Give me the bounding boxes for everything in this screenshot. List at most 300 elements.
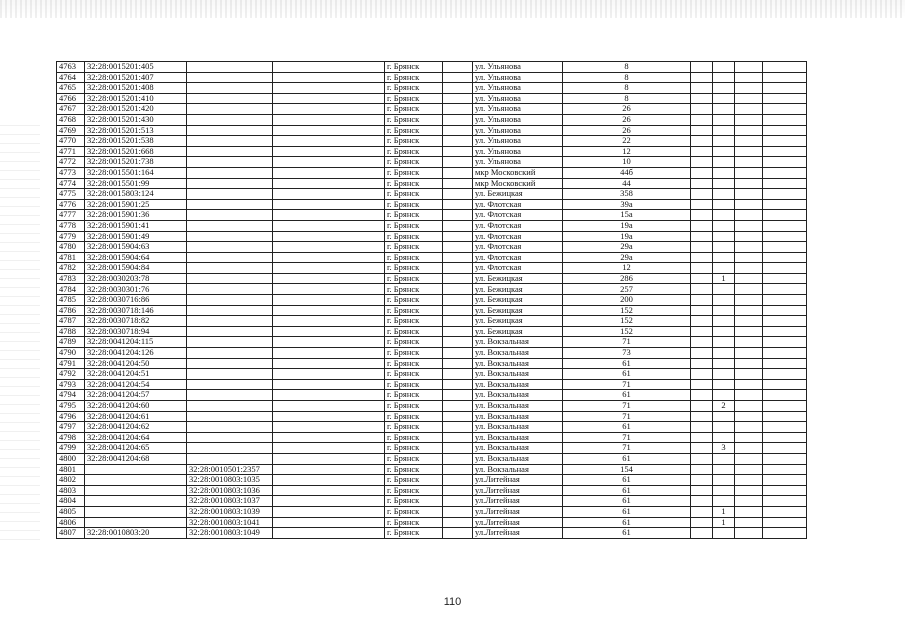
- empty-cell: [273, 464, 385, 475]
- empty-cell: [273, 422, 385, 433]
- cadastral-number: 32:28:0041204:65: [85, 443, 187, 454]
- empty-cell: [691, 284, 713, 295]
- cadastral-number: [85, 506, 187, 517]
- new-cadastral-number: [187, 305, 273, 316]
- house-number: 152: [563, 316, 691, 327]
- cadastral-number: 32:28:0041204:126: [85, 348, 187, 359]
- street-cell: ул. Ульянова: [473, 125, 563, 136]
- empty-cell: [273, 157, 385, 168]
- empty-cell: [691, 62, 713, 73]
- empty-cell: [735, 104, 763, 115]
- empty-cell: [735, 273, 763, 284]
- scan-noise-top: [0, 0, 905, 18]
- extra-cell: [713, 157, 735, 168]
- table-row: [57, 125, 807, 136]
- city-cell: г. Брянск: [385, 464, 443, 475]
- table-row: [57, 189, 807, 200]
- row-number: 4779: [57, 231, 85, 242]
- row-number: 4801: [57, 464, 85, 475]
- row-number: 4789: [57, 337, 85, 348]
- empty-cell: [443, 506, 473, 517]
- extra-cell: [713, 316, 735, 327]
- empty-cell: [273, 496, 385, 507]
- row-number: 4771: [57, 146, 85, 157]
- house-number: 8: [563, 62, 691, 73]
- empty-cell: [273, 231, 385, 242]
- city-cell: г. Брянск: [385, 125, 443, 136]
- empty-cell: [273, 337, 385, 348]
- extra-cell: [713, 189, 735, 200]
- house-number: 152: [563, 305, 691, 316]
- house-number: 19а: [563, 220, 691, 231]
- empty-cell: [691, 157, 713, 168]
- city-cell: г. Брянск: [385, 485, 443, 496]
- cadastral-number: 32:28:0015901:36: [85, 210, 187, 221]
- house-number: 29а: [563, 252, 691, 263]
- street-cell: ул.Литейная: [473, 517, 563, 528]
- empty-cell: [763, 305, 807, 316]
- empty-cell: [735, 485, 763, 496]
- empty-cell: [273, 348, 385, 359]
- street-cell: ул. Бежицкая: [473, 284, 563, 295]
- row-number: 4804: [57, 496, 85, 507]
- empty-cell: [273, 104, 385, 115]
- street-cell: ул. Вокзальная: [473, 432, 563, 443]
- city-cell: г. Брянск: [385, 348, 443, 359]
- empty-cell: [443, 432, 473, 443]
- empty-cell: [273, 295, 385, 306]
- empty-cell: [763, 432, 807, 443]
- table-row: [57, 496, 807, 507]
- new-cadastral-number: [187, 443, 273, 454]
- street-cell: ул. Ульянова: [473, 83, 563, 94]
- table-row: [57, 146, 807, 157]
- house-number: 61: [563, 475, 691, 486]
- empty-cell: [763, 252, 807, 263]
- empty-cell: [443, 496, 473, 507]
- empty-cell: [691, 295, 713, 306]
- house-number: 26: [563, 104, 691, 115]
- house-number: 8: [563, 83, 691, 94]
- empty-cell: [735, 167, 763, 178]
- new-cadastral-number: [187, 104, 273, 115]
- street-cell: ул.Литейная: [473, 485, 563, 496]
- empty-cell: [443, 62, 473, 73]
- house-number: 61: [563, 528, 691, 539]
- empty-cell: [273, 390, 385, 401]
- new-cadastral-number: [187, 411, 273, 422]
- cadastral-number: 32:28:0041204:50: [85, 358, 187, 369]
- new-cadastral-number: [187, 453, 273, 464]
- empty-cell: [691, 178, 713, 189]
- empty-cell: [273, 506, 385, 517]
- extra-cell: [713, 432, 735, 443]
- empty-cell: [691, 231, 713, 242]
- empty-cell: [691, 358, 713, 369]
- cadastral-number: 32:28:0015201:538: [85, 136, 187, 147]
- extra-cell: [713, 369, 735, 380]
- empty-cell: [273, 146, 385, 157]
- empty-cell: [443, 517, 473, 528]
- new-cadastral-number: [187, 136, 273, 147]
- city-cell: г. Брянск: [385, 390, 443, 401]
- cadastral-number: 32:28:0041204:57: [85, 390, 187, 401]
- row-number: 4772: [57, 157, 85, 168]
- empty-cell: [443, 263, 473, 274]
- house-number: 71: [563, 432, 691, 443]
- new-cadastral-number: 32:28:0010803:1041: [187, 517, 273, 528]
- empty-cell: [443, 157, 473, 168]
- city-cell: г. Брянск: [385, 496, 443, 507]
- cadastral-number: 32:28:0030718:82: [85, 316, 187, 327]
- empty-cell: [735, 114, 763, 125]
- house-number: 61: [563, 496, 691, 507]
- empty-cell: [735, 263, 763, 274]
- empty-cell: [691, 390, 713, 401]
- empty-cell: [763, 475, 807, 486]
- empty-cell: [735, 93, 763, 104]
- street-cell: ул. Флотская: [473, 220, 563, 231]
- house-number: 61: [563, 453, 691, 464]
- row-number: 4769: [57, 125, 85, 136]
- cadastral-number: 32:28:0015201:513: [85, 125, 187, 136]
- empty-cell: [763, 210, 807, 221]
- empty-cell: [691, 422, 713, 433]
- empty-cell: [763, 136, 807, 147]
- extra-cell: [713, 125, 735, 136]
- registry-table: [56, 61, 807, 539]
- new-cadastral-number: 32:28:0010501:2357: [187, 464, 273, 475]
- row-number: 4775: [57, 189, 85, 200]
- house-number: 154: [563, 464, 691, 475]
- empty-cell: [273, 210, 385, 221]
- empty-cell: [273, 83, 385, 94]
- empty-cell: [735, 464, 763, 475]
- table-row: [57, 252, 807, 263]
- empty-cell: [763, 464, 807, 475]
- city-cell: г. Брянск: [385, 114, 443, 125]
- empty-cell: [443, 316, 473, 327]
- street-cell: ул. Вокзальная: [473, 358, 563, 369]
- house-number: 10: [563, 157, 691, 168]
- empty-cell: [763, 506, 807, 517]
- street-cell: ул. Вокзальная: [473, 453, 563, 464]
- empty-cell: [691, 72, 713, 83]
- street-cell: ул. Ульянова: [473, 146, 563, 157]
- empty-cell: [763, 326, 807, 337]
- table-row: [57, 475, 807, 486]
- table-row: [57, 379, 807, 390]
- extra-cell: [713, 496, 735, 507]
- empty-cell: [763, 189, 807, 200]
- extra-cell: [713, 178, 735, 189]
- empty-cell: [691, 326, 713, 337]
- house-number: 8: [563, 93, 691, 104]
- street-cell: ул. Ульянова: [473, 62, 563, 73]
- new-cadastral-number: [187, 157, 273, 168]
- table-row: [57, 157, 807, 168]
- empty-cell: [735, 62, 763, 73]
- new-cadastral-number: [187, 379, 273, 390]
- street-cell: ул. Флотская: [473, 199, 563, 210]
- empty-cell: [273, 305, 385, 316]
- table-row: [57, 485, 807, 496]
- new-cadastral-number: [187, 189, 273, 200]
- city-cell: г. Брянск: [385, 231, 443, 242]
- table-row: [57, 411, 807, 422]
- cadastral-number: 32:28:0015901:41: [85, 220, 187, 231]
- empty-cell: [443, 178, 473, 189]
- empty-cell: [691, 379, 713, 390]
- city-cell: г. Брянск: [385, 358, 443, 369]
- extra-cell: [713, 358, 735, 369]
- empty-cell: [735, 157, 763, 168]
- empty-cell: [273, 114, 385, 125]
- empty-cell: [763, 411, 807, 422]
- row-number: 4798: [57, 432, 85, 443]
- empty-cell: [763, 157, 807, 168]
- empty-cell: [443, 189, 473, 200]
- city-cell: г. Брянск: [385, 157, 443, 168]
- table-row: [57, 104, 807, 115]
- empty-cell: [763, 178, 807, 189]
- house-number: 15а: [563, 210, 691, 221]
- empty-cell: [691, 496, 713, 507]
- empty-cell: [763, 517, 807, 528]
- table-row: [57, 231, 807, 242]
- street-cell: мкр Московский: [473, 167, 563, 178]
- row-number: 4805: [57, 506, 85, 517]
- empty-cell: [443, 199, 473, 210]
- new-cadastral-number: [187, 199, 273, 210]
- street-cell: ул. Вокзальная: [473, 379, 563, 390]
- registry-table-body: [57, 62, 807, 539]
- row-number: 4795: [57, 401, 85, 412]
- empty-cell: [735, 348, 763, 359]
- cadastral-number: 32:28:0041204:64: [85, 432, 187, 443]
- empty-cell: [691, 411, 713, 422]
- empty-cell: [443, 422, 473, 433]
- empty-cell: [443, 83, 473, 94]
- extra-cell: [713, 210, 735, 221]
- empty-cell: [273, 72, 385, 83]
- new-cadastral-number: [187, 242, 273, 253]
- city-cell: г. Брянск: [385, 93, 443, 104]
- empty-cell: [443, 411, 473, 422]
- extra-cell: [713, 72, 735, 83]
- city-cell: г. Брянск: [385, 528, 443, 539]
- page-number: 110: [443, 596, 462, 608]
- new-cadastral-number: 32:28:0010803:1036: [187, 485, 273, 496]
- empty-cell: [735, 316, 763, 327]
- empty-cell: [443, 136, 473, 147]
- cadastral-number: 32:28:0015501:99: [85, 178, 187, 189]
- table-row: [57, 178, 807, 189]
- extra-cell: 1: [713, 506, 735, 517]
- empty-cell: [273, 485, 385, 496]
- row-number: 4765: [57, 83, 85, 94]
- empty-cell: [443, 284, 473, 295]
- street-cell: ул. Бежицкая: [473, 189, 563, 200]
- new-cadastral-number: [187, 316, 273, 327]
- new-cadastral-number: 32:28:0010803:1039: [187, 506, 273, 517]
- row-number: 4794: [57, 390, 85, 401]
- empty-cell: [691, 305, 713, 316]
- empty-cell: [691, 220, 713, 231]
- empty-cell: [735, 475, 763, 486]
- empty-cell: [273, 401, 385, 412]
- table-row: [57, 401, 807, 412]
- new-cadastral-number: [187, 390, 273, 401]
- city-cell: г. Брянск: [385, 517, 443, 528]
- extra-cell: [713, 284, 735, 295]
- new-cadastral-number: [187, 93, 273, 104]
- table-row: [57, 273, 807, 284]
- empty-cell: [691, 464, 713, 475]
- empty-cell: [273, 369, 385, 380]
- extra-cell: [713, 295, 735, 306]
- city-cell: г. Брянск: [385, 189, 443, 200]
- empty-cell: [735, 220, 763, 231]
- house-number: 19а: [563, 231, 691, 242]
- empty-cell: [443, 295, 473, 306]
- extra-cell: 1: [713, 273, 735, 284]
- new-cadastral-number: [187, 62, 273, 73]
- new-cadastral-number: [187, 369, 273, 380]
- extra-cell: [713, 464, 735, 475]
- new-cadastral-number: [187, 178, 273, 189]
- empty-cell: [273, 263, 385, 274]
- house-number: 257: [563, 284, 691, 295]
- cadastral-number: 32:28:0041204:51: [85, 369, 187, 380]
- street-cell: ул.Литейная: [473, 475, 563, 486]
- row-number: 4767: [57, 104, 85, 115]
- empty-cell: [735, 242, 763, 253]
- row-number: 4788: [57, 326, 85, 337]
- table-row: [57, 220, 807, 231]
- empty-cell: [443, 401, 473, 412]
- extra-cell: [713, 83, 735, 94]
- row-number: 4793: [57, 379, 85, 390]
- new-cadastral-number: [187, 401, 273, 412]
- street-cell: ул. Ульянова: [473, 93, 563, 104]
- table-row: [57, 305, 807, 316]
- row-number: 4777: [57, 210, 85, 221]
- empty-cell: [443, 443, 473, 454]
- empty-cell: [273, 517, 385, 528]
- cadastral-number: 32:28:0015201:430: [85, 114, 187, 125]
- city-cell: г. Брянск: [385, 305, 443, 316]
- city-cell: г. Брянск: [385, 369, 443, 380]
- table-row: [57, 62, 807, 73]
- new-cadastral-number: 32:28:0010803:1049: [187, 528, 273, 539]
- street-cell: ул. Бежицкая: [473, 326, 563, 337]
- street-cell: ул. Ульянова: [473, 136, 563, 147]
- city-cell: г. Брянск: [385, 316, 443, 327]
- row-number: 4774: [57, 178, 85, 189]
- empty-cell: [763, 125, 807, 136]
- extra-cell: [713, 114, 735, 125]
- table-row: [57, 114, 807, 125]
- empty-cell: [273, 453, 385, 464]
- new-cadastral-number: [187, 358, 273, 369]
- empty-cell: [691, 506, 713, 517]
- empty-cell: [443, 242, 473, 253]
- table-row: [57, 453, 807, 464]
- cadastral-number: [85, 485, 187, 496]
- empty-cell: [691, 136, 713, 147]
- empty-cell: [273, 252, 385, 263]
- street-cell: ул. Вокзальная: [473, 411, 563, 422]
- house-number: 29а: [563, 242, 691, 253]
- new-cadastral-number: [187, 114, 273, 125]
- table-row: [57, 337, 807, 348]
- row-number: 4807: [57, 528, 85, 539]
- empty-cell: [691, 199, 713, 210]
- cadastral-number: 32:28:0015201:738: [85, 157, 187, 168]
- extra-cell: [713, 231, 735, 242]
- empty-cell: [735, 199, 763, 210]
- empty-cell: [691, 348, 713, 359]
- row-number: 4781: [57, 252, 85, 263]
- extra-cell: [713, 252, 735, 263]
- street-cell: ул. Флотская: [473, 242, 563, 253]
- street-cell: ул.Литейная: [473, 496, 563, 507]
- cadastral-number: 32:28:0041204:115: [85, 337, 187, 348]
- row-number: 4770: [57, 136, 85, 147]
- city-cell: г. Брянск: [385, 295, 443, 306]
- empty-cell: [763, 72, 807, 83]
- city-cell: г. Брянск: [385, 475, 443, 486]
- empty-cell: [763, 528, 807, 539]
- street-cell: ул. Бежицкая: [473, 295, 563, 306]
- empty-cell: [763, 316, 807, 327]
- empty-cell: [691, 337, 713, 348]
- row-number: 4784: [57, 284, 85, 295]
- cadastral-number: 32:28:0030718:146: [85, 305, 187, 316]
- house-number: 22: [563, 136, 691, 147]
- table-row: [57, 242, 807, 253]
- street-cell: ул. Вокзальная: [473, 401, 563, 412]
- table-row: [57, 348, 807, 359]
- empty-cell: [273, 358, 385, 369]
- new-cadastral-number: [187, 432, 273, 443]
- empty-cell: [763, 443, 807, 454]
- empty-cell: [735, 295, 763, 306]
- empty-cell: [735, 83, 763, 94]
- extra-cell: [713, 475, 735, 486]
- extra-cell: 1: [713, 517, 735, 528]
- house-number: 286: [563, 273, 691, 284]
- house-number: 12: [563, 263, 691, 274]
- row-number: 4806: [57, 517, 85, 528]
- empty-cell: [763, 146, 807, 157]
- empty-cell: [691, 316, 713, 327]
- empty-cell: [735, 379, 763, 390]
- empty-cell: [735, 305, 763, 316]
- empty-cell: [763, 485, 807, 496]
- cadastral-number: 32:28:0030718:94: [85, 326, 187, 337]
- street-cell: ул. Бежицкая: [473, 273, 563, 284]
- empty-cell: [735, 432, 763, 443]
- table-row: [57, 422, 807, 433]
- table-row: [57, 295, 807, 306]
- house-number: 26: [563, 125, 691, 136]
- extra-cell: [713, 136, 735, 147]
- extra-cell: [713, 390, 735, 401]
- new-cadastral-number: [187, 422, 273, 433]
- empty-cell: [273, 411, 385, 422]
